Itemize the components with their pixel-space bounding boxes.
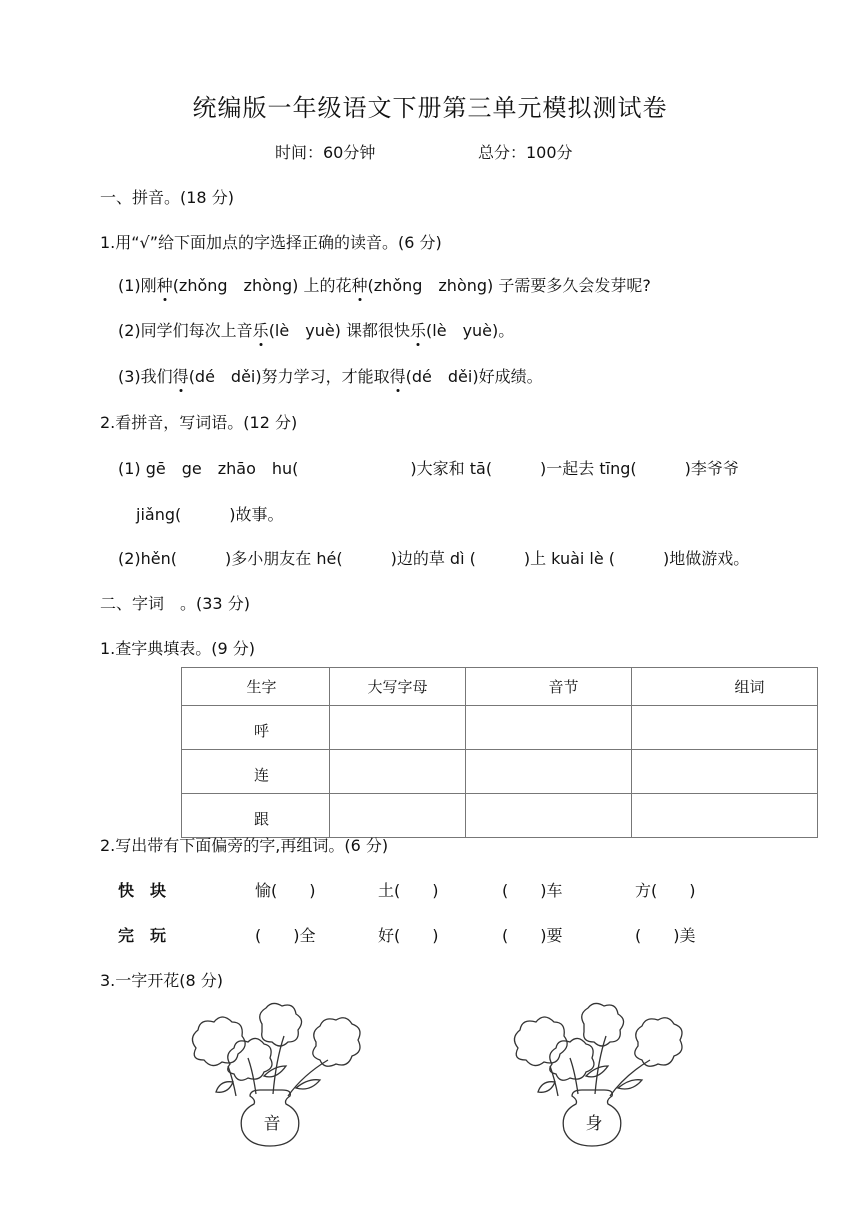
flower-vase-illustration bbox=[500, 1000, 700, 1150]
vase-char: 身 bbox=[585, 1114, 603, 1134]
dict-heading: 1.查字典填表。(9 分) bbox=[100, 639, 256, 658]
radical-blank[interactable]: ( )全 bbox=[255, 926, 316, 945]
table-row bbox=[182, 706, 818, 750]
radical-row2-label: 完 玩 bbox=[118, 926, 167, 945]
flower-heading: 3.一字开花(8 分) bbox=[100, 971, 224, 990]
time-label: 时间：60分钟 bbox=[275, 143, 376, 162]
q2-line1: (1) gē ge zhāo hu( )大家和 tā( )一起去 tīng( )李爷爷 bbox=[118, 459, 739, 478]
char-cell: 跟 bbox=[182, 794, 330, 838]
q2-line3: (2)hěn( )多小朋友在 hé( )边的草 dì ( )上 kuài lè ( )地做游戏。 bbox=[118, 549, 750, 568]
blank-cell[interactable] bbox=[466, 794, 632, 838]
blank-cell[interactable] bbox=[330, 794, 466, 838]
score-label: 总分：100分 bbox=[478, 143, 573, 162]
table-row bbox=[182, 794, 818, 838]
page-title: 统编版一年级语文下册第三单元模拟测试卷 bbox=[192, 94, 668, 122]
section2-heading: 二、字词 。(33 分) bbox=[100, 594, 250, 613]
blank-cell[interactable] bbox=[330, 750, 466, 794]
radical-blank[interactable]: ( )美 bbox=[635, 926, 696, 945]
radical-row1-label: 快 块 bbox=[118, 881, 167, 900]
section1-heading: 一、拼音。(18 分) bbox=[100, 188, 234, 207]
q2-heading: 2.看拼音，写词语。(12 分) bbox=[100, 413, 298, 432]
radical-blank[interactable]: 方( ) bbox=[635, 881, 696, 900]
blank-cell[interactable] bbox=[632, 706, 818, 750]
radical-blank[interactable]: ( )车 bbox=[502, 881, 563, 900]
header-cell: 组词 bbox=[632, 668, 818, 706]
dictionary-table bbox=[181, 667, 818, 838]
blank-cell[interactable] bbox=[330, 706, 466, 750]
q1-heading: 1.用“√”给下面加点的字选择正确的读音。(6 分) bbox=[100, 233, 442, 252]
blank-cell[interactable] bbox=[632, 750, 818, 794]
char-cell: 连 bbox=[182, 750, 330, 794]
header-cell: 大写字母 bbox=[330, 668, 466, 706]
header-cell: 生字 bbox=[182, 668, 330, 706]
radical-blank[interactable]: 土( ) bbox=[378, 881, 439, 900]
radical-heading: 2.写出带有下面偏旁的字,再组词。(6 分) bbox=[100, 836, 389, 855]
q2-line2: jiǎng( )故事。 bbox=[136, 505, 284, 524]
radical-blank[interactable]: 好( ) bbox=[378, 926, 439, 945]
table-header-row bbox=[182, 668, 818, 706]
char-cell: 呼 bbox=[182, 706, 330, 750]
blank-cell[interactable] bbox=[632, 794, 818, 838]
header-cell: 音节 bbox=[466, 668, 632, 706]
q1-line1: (1)刚种(zhǒng zhòng) 上的花种(zhǒng zhòng) 子需要多久会发芽呢? bbox=[118, 273, 651, 296]
q1-line2: (2)同学们每次上音乐(lè yuè) 课都很快乐(lè yuè)。 bbox=[118, 318, 514, 341]
flower-vase-illustration bbox=[178, 1000, 378, 1150]
blank-cell[interactable] bbox=[466, 706, 632, 750]
table-row bbox=[182, 750, 818, 794]
radical-blank[interactable]: 愉( ) bbox=[255, 881, 316, 900]
vase-char: 音 bbox=[263, 1114, 281, 1134]
blank-cell[interactable] bbox=[466, 750, 632, 794]
q1-line3: (3)我们得(dé děi)努力学习，才能取得(dé děi)好成绩。 bbox=[118, 364, 543, 387]
radical-blank[interactable]: ( )要 bbox=[502, 926, 563, 945]
